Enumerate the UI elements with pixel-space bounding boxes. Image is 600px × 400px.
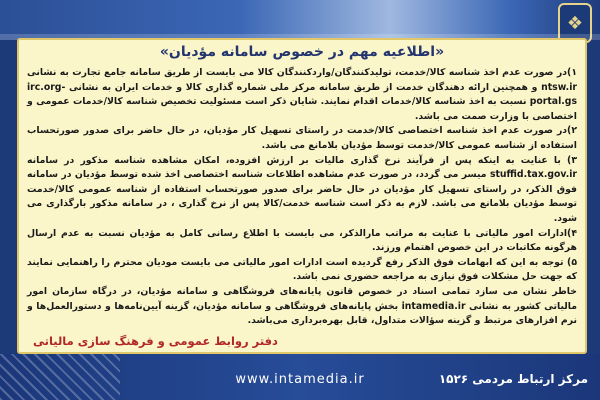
notice-body (27, 66, 577, 329)
notice-paragraph-2: ۲)در صورت عدم اخذ شناسه اختصاصی کالا/خدمت در راستای تسهیل کار مؤدیان، در حال حاضر برای صدور صورتحساب استفاده از شناسه عمومی کالا/خدمت توسط مؤدیان بلامانع می باشد. (27, 125, 577, 151)
notice-closing-paragraph: خاطر نشان می سازد تمامی اسناد در خصوص قانون پایانه‌های فروشگاهی و سامانه مؤدیان، در درگاه سازمان امور مالیاتی کشور به نشانی intamedia.ir بخش پایانه‌های فروشگاهی و سامانه مؤدیان، گزینه آیین‌نامه‌ها و دستورالعمل‌ها و نرم افزارهای مرتبط و گزینه سؤالات متداول، قابل بهره‌برداری می‌باشد. (27, 285, 577, 327)
contact-center-label: مرکز ارتباط مردمی ۱۵۲۶ (438, 372, 588, 386)
website-url[interactable]: www.intamedia.ir (235, 372, 365, 387)
footer-bar (0, 354, 600, 400)
header-banner (0, 0, 600, 40)
office-signature: دفتر روابط عمومی و فرهنگ سازی مالیاتی (33, 334, 278, 348)
notice-panel (17, 38, 587, 354)
notice-paragraph-3: ۳) با عنایت به اینکه پس از فرآیند نرخ گذاری مالیات بر ارزش افزوده، امکان مشاهده شناسه مذکور در سامانه stuffid.tax.gov.ir میسر می گردد، در صورت عدم مشاهده اطلاعات شناسه اختصاصی اخذ شده توسط مؤدیان در سامانه فوق الذکر، در راستای تسهیل کار مؤدیان در حال حاضر برای صدور صورتحساب استفاده از شناسه عمومی کالا/خدمت توسط مؤدیان بلامانع می باشد. لازم به ذکر است شناسه خدمت/کالا پس از نرخ گذاری ، در سامانه مذکور بارگذاری می شود. (27, 154, 577, 224)
notice-title: «اطلاعیه مهم در خصوص سامانه مؤدیان» (159, 44, 445, 60)
notice-paragraph-4: ۴)ادارات امور مالیاتی با عنایت به مراتب مارالذکر، می بایست با اطلاع رسانی کامل به مؤدیان نسبت به عدم ارسال هرگونه مکاتبات در این خصوص اهتمام ورزند. (27, 227, 577, 254)
notice-paragraph-1: ۱)در صورت عدم اخذ شناسه کالا/خدمت، تولیدکنندگان/واردکنندگان کالا می بایست از طریق سامانه جامع تجارت به نشانی ntsw.ir و همچنین ارائه دهندگان خدمت از طریق سامانه مرکز ملی شماره گذاری کالا و خدمات ایران به نشانی irc.org-portal.gs نسبت به اخذ شناسه کالا/خدمات اقدام نمایند. شایان ذکر است مسئولیت تخصیص شناسه کالا/خدمات عمومی و اختصاصی با وزارت صمت می باشد. (27, 67, 577, 122)
tax-organization-emblem-icon: ❖ (558, 3, 592, 43)
notice-paragraph-5: ۵) توجه به این که ابهامات فوق الذکر رفع گردیده است ادارات امور مالیاتی می بایست مودیان محترم را راهنمایی نمایند که جهت حل مشکلات فوق نیازی به مراجعه حضوری نمی باشد. (27, 256, 577, 283)
